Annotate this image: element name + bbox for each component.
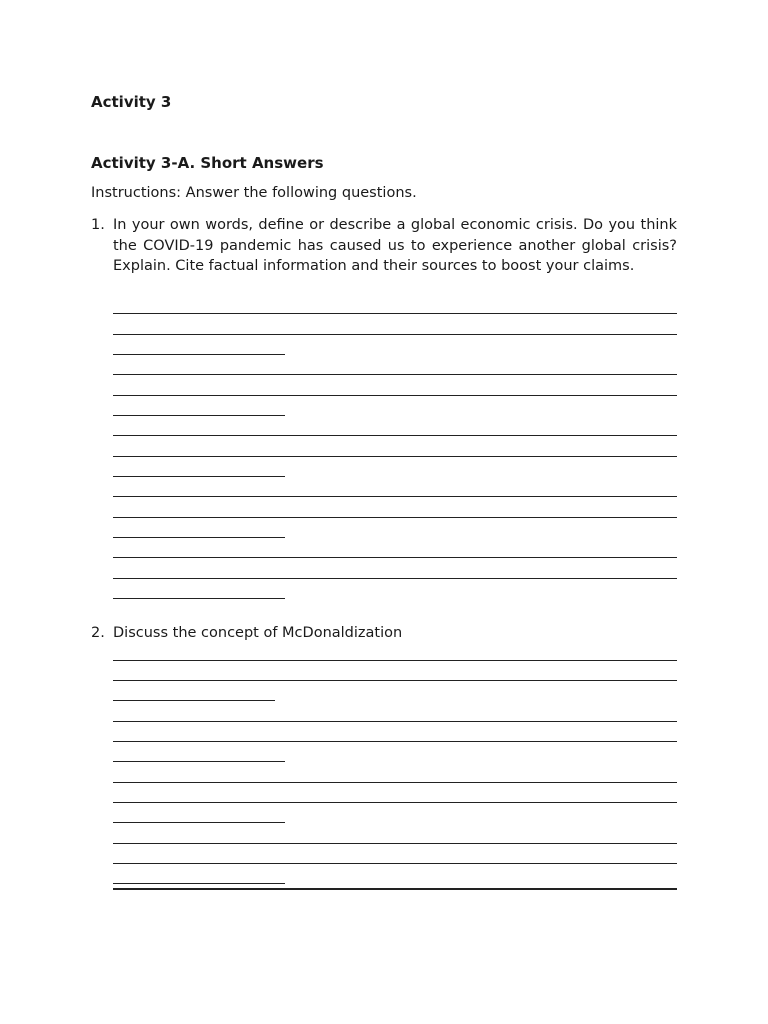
answer-line [113,496,677,497]
answer-line [113,476,285,477]
answer-line [113,456,677,457]
question-text: Discuss the concept of McDonaldization [113,625,403,641]
instructions-text: Instructions: Answer the following questions. [91,185,417,201]
answer-line [113,598,285,599]
answer-line [113,782,677,783]
question-number: 1. [91,217,105,233]
answer-line [113,822,285,823]
answer-line [113,700,275,701]
answer-line [113,557,677,558]
question-number: 2. [91,625,105,641]
answer-line [113,517,677,518]
answer-line [113,415,285,416]
answer-line [113,660,677,661]
answer-line [113,334,677,335]
question-text: In your own words, define or describe a global economic crisis. Do you think the COVID-19 pandemic has caused us to experience another global crisis? Explain. Cite factual information and their sources to boost your claims. [113,217,677,274]
answer-line [113,761,285,762]
answer-line [113,883,285,884]
answer-line [113,435,677,436]
answer-line [113,888,677,890]
answer-line [113,863,677,864]
answer-line [113,374,677,375]
answer-line [113,354,285,355]
answer-line [113,537,285,538]
answer-line [113,721,677,722]
answer-line [113,578,677,579]
answer-line [113,395,677,396]
question-1 [91,215,677,277]
question-2 [91,623,677,644]
answer-line [113,680,677,681]
answer-line [113,802,677,803]
answer-line [113,741,677,742]
answer-line [113,843,677,844]
answer-line [113,313,677,314]
activity-subtitle: Activity 3-A. Short Answers [91,154,324,172]
activity-title: Activity 3 [91,93,172,111]
